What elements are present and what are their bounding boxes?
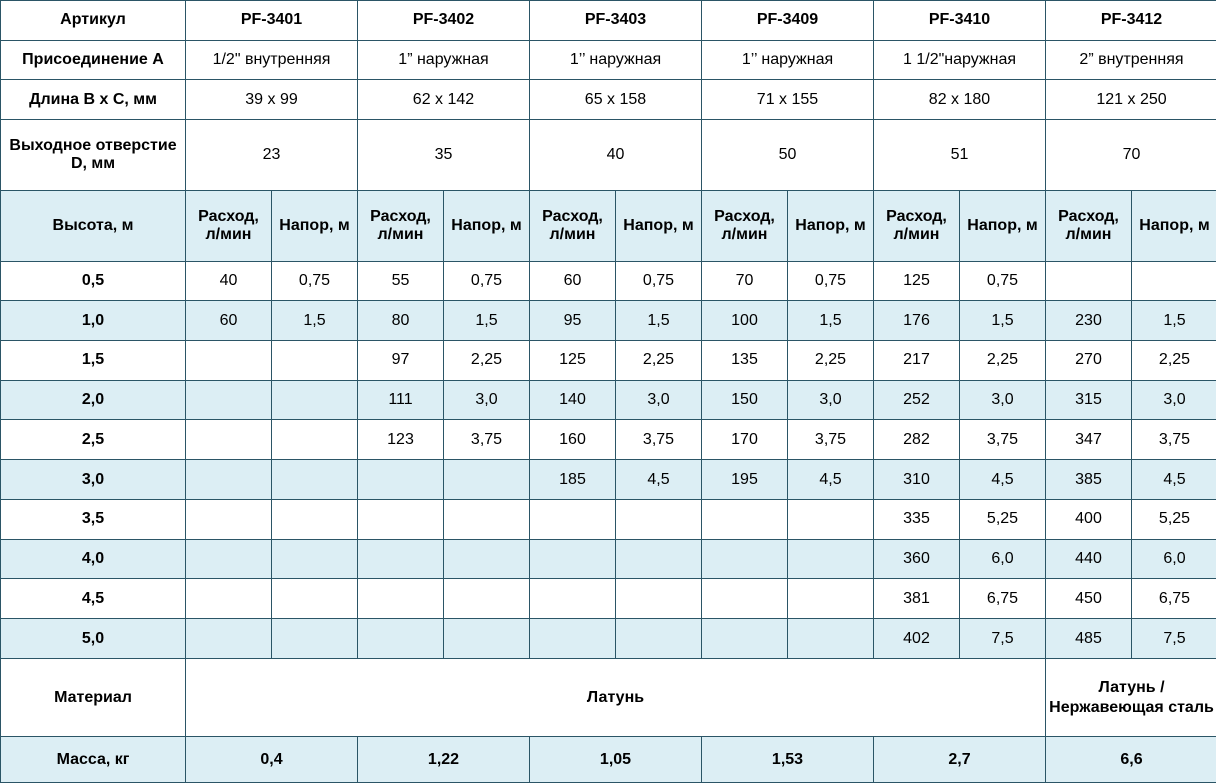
head-cell bbox=[272, 341, 358, 381]
flow-cell: 347 bbox=[1046, 420, 1132, 460]
flow-cell bbox=[186, 579, 272, 619]
flow-cell: 70 bbox=[702, 261, 788, 301]
label-mass: Масса, кг bbox=[1, 737, 186, 783]
connection-value-4: 1’’ наружная bbox=[702, 40, 874, 80]
subheader-flow-5: Расход, л/мин bbox=[874, 191, 960, 262]
length-value-1: 39 x 99 bbox=[186, 80, 358, 120]
flow-cell bbox=[186, 499, 272, 539]
head-cell bbox=[444, 539, 530, 579]
table-row bbox=[1, 499, 1216, 539]
flow-cell: 125 bbox=[874, 261, 960, 301]
flow-cell bbox=[358, 499, 444, 539]
outlet-value-3: 40 bbox=[530, 120, 702, 191]
flow-cell bbox=[702, 619, 788, 659]
outlet-value-6: 70 bbox=[1046, 120, 1216, 191]
flow-cell: 97 bbox=[358, 341, 444, 381]
flow-cell: 381 bbox=[874, 579, 960, 619]
flow-cell: 123 bbox=[358, 420, 444, 460]
head-cell: 5,25 bbox=[960, 499, 1046, 539]
article-pf3401: PF-3401 bbox=[186, 1, 358, 41]
head-cell: 4,5 bbox=[960, 460, 1046, 500]
head-cell: 2,25 bbox=[788, 341, 874, 381]
flow-cell: 360 bbox=[874, 539, 960, 579]
subheader-head-4: Напор, м bbox=[788, 191, 874, 262]
flow-cell: 185 bbox=[530, 460, 616, 500]
table-row bbox=[1, 539, 1216, 579]
row-material bbox=[1, 659, 1216, 737]
flow-cell: 125 bbox=[530, 341, 616, 381]
head-cell: 6,0 bbox=[1132, 539, 1216, 579]
flow-cell: 40 bbox=[186, 261, 272, 301]
head-cell: 3,75 bbox=[444, 420, 530, 460]
mass-value-2: 1,22 bbox=[358, 737, 530, 783]
article-pf3402: PF-3402 bbox=[358, 1, 530, 41]
length-value-2: 62 x 142 bbox=[358, 80, 530, 120]
head-cell: 1,5 bbox=[444, 301, 530, 341]
head-cell bbox=[272, 380, 358, 420]
connection-value-5: 1 1/2"наружная bbox=[874, 40, 1046, 80]
subheader-head-1: Напор, м bbox=[272, 191, 358, 262]
head-cell: 4,5 bbox=[616, 460, 702, 500]
height-label: 2,5 bbox=[1, 420, 186, 460]
table-row bbox=[1, 420, 1216, 460]
head-cell bbox=[616, 539, 702, 579]
length-value-5: 82 x 180 bbox=[874, 80, 1046, 120]
flow-cell: 217 bbox=[874, 341, 960, 381]
head-cell bbox=[444, 619, 530, 659]
head-cell: 3,75 bbox=[1132, 420, 1216, 460]
flow-cell bbox=[358, 579, 444, 619]
head-cell: 3,0 bbox=[616, 380, 702, 420]
flow-cell bbox=[186, 341, 272, 381]
head-cell bbox=[272, 499, 358, 539]
head-cell bbox=[272, 619, 358, 659]
outlet-value-1: 23 bbox=[186, 120, 358, 191]
head-cell bbox=[272, 579, 358, 619]
flow-cell: 160 bbox=[530, 420, 616, 460]
mass-value-6: 6,6 bbox=[1046, 737, 1216, 783]
length-value-6: 121 x 250 bbox=[1046, 80, 1216, 120]
label-material: Материал bbox=[1, 659, 186, 737]
flow-cell: 310 bbox=[874, 460, 960, 500]
head-cell: 2,25 bbox=[960, 341, 1046, 381]
flow-cell: 252 bbox=[874, 380, 960, 420]
head-cell bbox=[788, 499, 874, 539]
head-cell: 2,25 bbox=[1132, 341, 1216, 381]
height-label: 4,0 bbox=[1, 539, 186, 579]
head-cell bbox=[788, 579, 874, 619]
outlet-value-4: 50 bbox=[702, 120, 874, 191]
head-cell: 1,5 bbox=[616, 301, 702, 341]
table-row bbox=[1, 380, 1216, 420]
connection-value-2: 1” наружная bbox=[358, 40, 530, 80]
flow-cell: 230 bbox=[1046, 301, 1132, 341]
height-label: 1,5 bbox=[1, 341, 186, 381]
head-cell bbox=[788, 539, 874, 579]
table-row bbox=[1, 301, 1216, 341]
flow-cell: 100 bbox=[702, 301, 788, 341]
head-cell: 3,0 bbox=[960, 380, 1046, 420]
flow-cell bbox=[702, 499, 788, 539]
height-label: 4,5 bbox=[1, 579, 186, 619]
flow-cell bbox=[186, 539, 272, 579]
head-cell: 3,0 bbox=[1132, 380, 1216, 420]
head-cell bbox=[616, 619, 702, 659]
head-cell: 0,75 bbox=[616, 261, 702, 301]
head-cell bbox=[616, 579, 702, 619]
head-cell bbox=[272, 420, 358, 460]
flow-cell bbox=[530, 619, 616, 659]
head-cell bbox=[616, 499, 702, 539]
head-cell: 3,75 bbox=[960, 420, 1046, 460]
flow-cell bbox=[358, 539, 444, 579]
mass-value-4: 1,53 bbox=[702, 737, 874, 783]
flow-cell: 135 bbox=[702, 341, 788, 381]
flow-cell: 140 bbox=[530, 380, 616, 420]
row-outlet bbox=[1, 120, 1216, 191]
flow-cell: 315 bbox=[1046, 380, 1132, 420]
height-label: 1,0 bbox=[1, 301, 186, 341]
head-cell: 0,75 bbox=[960, 261, 1046, 301]
flow-cell: 270 bbox=[1046, 341, 1132, 381]
flow-cell: 176 bbox=[874, 301, 960, 341]
label-article: Артикул bbox=[1, 1, 186, 41]
flow-cell bbox=[1046, 261, 1132, 301]
article-pf3409: PF-3409 bbox=[702, 1, 874, 41]
length-value-4: 71 x 155 bbox=[702, 80, 874, 120]
head-cell: 4,5 bbox=[1132, 460, 1216, 500]
flow-cell bbox=[358, 619, 444, 659]
subheader-flow-3: Расход, л/мин bbox=[530, 191, 616, 262]
connection-value-3: 1’’ наружная bbox=[530, 40, 702, 80]
length-value-3: 65 x 158 bbox=[530, 80, 702, 120]
flow-cell bbox=[186, 380, 272, 420]
subheader-flow-2: Расход, л/мин bbox=[358, 191, 444, 262]
head-cell: 6,75 bbox=[1132, 579, 1216, 619]
flow-cell: 400 bbox=[1046, 499, 1132, 539]
head-cell bbox=[444, 579, 530, 619]
subheader-head-6: Напор, м bbox=[1132, 191, 1216, 262]
subheader-flow-1: Расход, л/мин bbox=[186, 191, 272, 262]
head-cell: 3,0 bbox=[444, 380, 530, 420]
connection-value-6: 2” внутренняя bbox=[1046, 40, 1216, 80]
flow-cell: 55 bbox=[358, 261, 444, 301]
head-cell: 7,5 bbox=[1132, 619, 1216, 659]
table-row bbox=[1, 341, 1216, 381]
subheader-head-2: Напор, м bbox=[444, 191, 530, 262]
height-label: 3,0 bbox=[1, 460, 186, 500]
head-cell: 0,75 bbox=[788, 261, 874, 301]
head-cell: 1,5 bbox=[272, 301, 358, 341]
flow-cell bbox=[358, 460, 444, 500]
head-cell: 1,5 bbox=[960, 301, 1046, 341]
flow-cell bbox=[530, 499, 616, 539]
label-length: Длина B x C, мм bbox=[1, 80, 186, 120]
flow-cell: 440 bbox=[1046, 539, 1132, 579]
outlet-value-2: 35 bbox=[358, 120, 530, 191]
head-cell: 3,0 bbox=[788, 380, 874, 420]
flow-cell: 80 bbox=[358, 301, 444, 341]
row-subheader bbox=[1, 191, 1216, 262]
flow-cell bbox=[702, 539, 788, 579]
material-main-value: Латунь bbox=[186, 659, 1046, 737]
article-pf3410: PF-3410 bbox=[874, 1, 1046, 41]
outlet-value-5: 51 bbox=[874, 120, 1046, 191]
flow-cell: 111 bbox=[358, 380, 444, 420]
flow-cell: 402 bbox=[874, 619, 960, 659]
head-cell: 1,5 bbox=[788, 301, 874, 341]
head-cell: 4,5 bbox=[788, 460, 874, 500]
head-cell: 2,25 bbox=[616, 341, 702, 381]
flow-cell: 60 bbox=[530, 261, 616, 301]
subheader-flow-6: Расход, л/мин bbox=[1046, 191, 1132, 262]
subheader-head-3: Напор, м bbox=[616, 191, 702, 262]
subheader-flow-4: Расход, л/мин bbox=[702, 191, 788, 262]
height-label: 3,5 bbox=[1, 499, 186, 539]
subheader-head-5: Напор, м bbox=[960, 191, 1046, 262]
table-row bbox=[1, 579, 1216, 619]
flow-cell bbox=[530, 579, 616, 619]
height-label: 5,0 bbox=[1, 619, 186, 659]
flow-cell: 60 bbox=[186, 301, 272, 341]
article-pf3403: PF-3403 bbox=[530, 1, 702, 41]
flow-cell bbox=[702, 579, 788, 619]
mass-value-5: 2,7 bbox=[874, 737, 1046, 783]
flow-cell bbox=[530, 539, 616, 579]
row-length bbox=[1, 80, 1216, 120]
flow-cell bbox=[186, 420, 272, 460]
head-cell: 1,5 bbox=[1132, 301, 1216, 341]
head-cell bbox=[444, 460, 530, 500]
head-cell bbox=[788, 619, 874, 659]
flow-cell: 485 bbox=[1046, 619, 1132, 659]
mass-value-3: 1,05 bbox=[530, 737, 702, 783]
material-last-value: Латунь / Нержавеющая сталь bbox=[1046, 659, 1216, 737]
flow-cell: 450 bbox=[1046, 579, 1132, 619]
flow-cell: 282 bbox=[874, 420, 960, 460]
connection-value-1: 1/2" внутренняя bbox=[186, 40, 358, 80]
article-pf3412: PF-3412 bbox=[1046, 1, 1216, 41]
table-row bbox=[1, 460, 1216, 500]
head-cell: 5,25 bbox=[1132, 499, 1216, 539]
head-cell: 2,25 bbox=[444, 341, 530, 381]
head-cell: 0,75 bbox=[444, 261, 530, 301]
head-cell bbox=[272, 539, 358, 579]
head-cell bbox=[444, 499, 530, 539]
flow-cell: 95 bbox=[530, 301, 616, 341]
label-connection: Присоединение A bbox=[1, 40, 186, 80]
head-cell: 0,75 bbox=[272, 261, 358, 301]
head-cell bbox=[1132, 261, 1216, 301]
label-height: Высота, м bbox=[1, 191, 186, 262]
flow-cell: 335 bbox=[874, 499, 960, 539]
mass-value-1: 0,4 bbox=[186, 737, 358, 783]
head-cell: 6,0 bbox=[960, 539, 1046, 579]
flow-cell: 150 bbox=[702, 380, 788, 420]
flow-cell bbox=[186, 460, 272, 500]
head-cell bbox=[272, 460, 358, 500]
table-row bbox=[1, 619, 1216, 659]
flow-cell bbox=[186, 619, 272, 659]
row-connection bbox=[1, 40, 1216, 80]
table-row bbox=[1, 261, 1216, 301]
flow-cell: 385 bbox=[1046, 460, 1132, 500]
row-mass bbox=[1, 737, 1216, 783]
height-label: 0,5 bbox=[1, 261, 186, 301]
height-label: 2,0 bbox=[1, 380, 186, 420]
flow-cell: 170 bbox=[702, 420, 788, 460]
head-cell: 3,75 bbox=[788, 420, 874, 460]
head-cell: 7,5 bbox=[960, 619, 1046, 659]
row-article bbox=[1, 1, 1216, 41]
head-cell: 6,75 bbox=[960, 579, 1046, 619]
head-cell: 3,75 bbox=[616, 420, 702, 460]
flow-cell: 195 bbox=[702, 460, 788, 500]
label-outlet: Выходное отверстие D, мм bbox=[1, 120, 186, 191]
